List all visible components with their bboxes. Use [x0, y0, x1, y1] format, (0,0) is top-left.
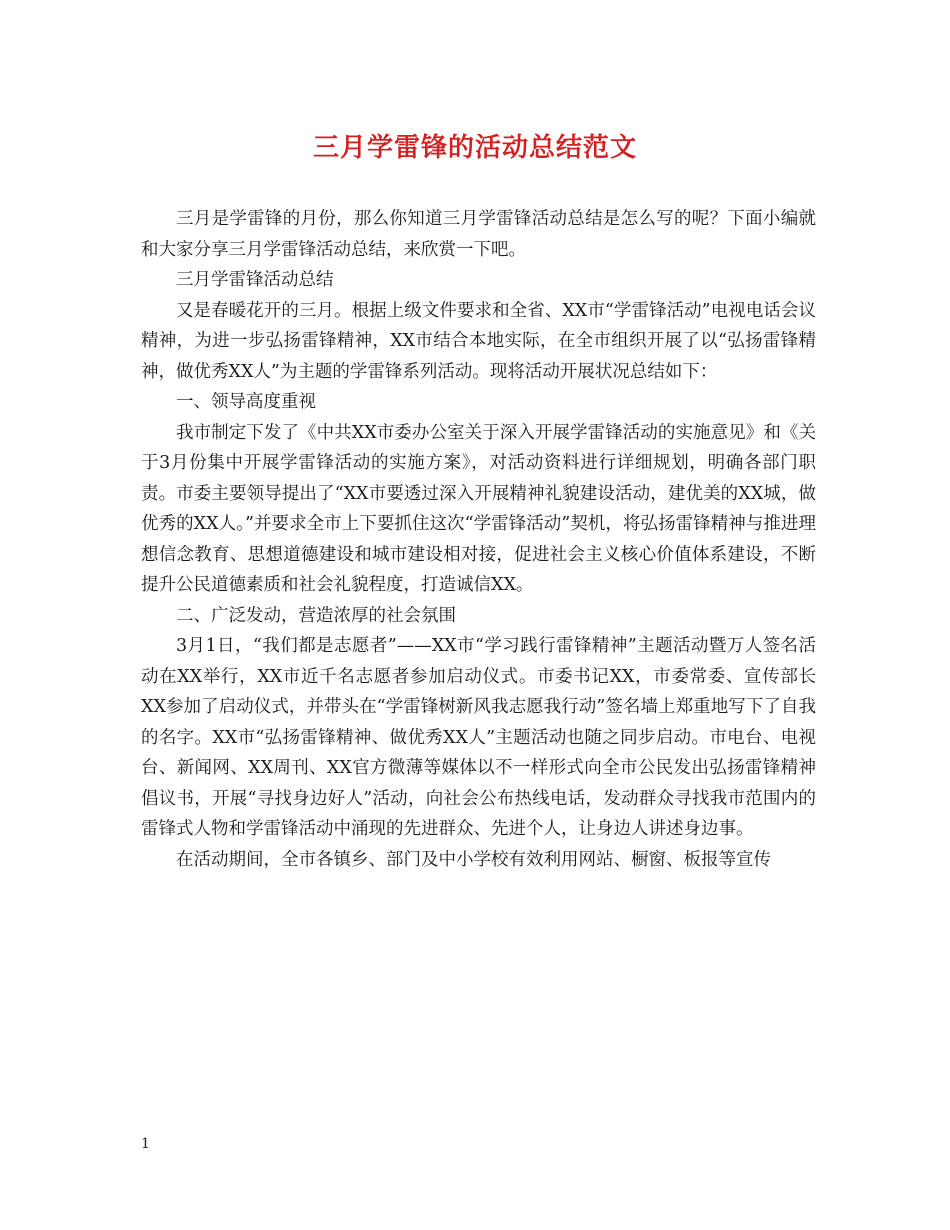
paragraph-section-2-continued: 在活动期间，全市各镇乡、部门及中小学校有效利用网站、橱窗、板报等宣传 — [176, 849, 771, 870]
paragraph-section-1: 我市制定下发了《中共XX市委办公室关于深入开展学雷锋活动的实施意见》和《关于3月份集中开展学雷锋活动的实施方案》，对活动资料进行详细规划，明确各部门职责。市委主要领导提出了“XX市要透过深入开展精神礼貌建设活动，建优美的XX城，做优秀的XX人。”并要求全市上下要抓住这次“学雷锋活动”契机，将弘扬雷锋精神与推进理想信念教育、思想道德建设和城市建设相对接，促进社会主义核心价值体系建设，不断提升公民道德素质和社会礼貌程度，打造诚信XX。 — [141, 422, 816, 595]
paragraph-section-2: 3月1日，“我们都是志愿者”——XX市“学习践行雷锋精神”主题活动暨万人签名活动在XX举行，XX市近千名志愿者参加启动仪式。市委书记XX，市委常委、宣传部长XX参加了启动仪式，并带头在“学雷锋树新风我志愿我行动”签名墙上郑重地写下了自我的名字。XX市“弘扬雷锋精神、做优秀XX人”主题活动也随之同步启动。市电台、电视台、新闻网、XX周刊、XX官方微薄等媒体以不一样形式向全市公民发出弘扬雷锋精神倡议书，开展“寻找身边好人”活动，向社会公布热线电话，发动群众寻找我市范围内的雷锋式人物和学雷锋活动中涌现的先进群众、先进个人，让身边人讲述身边事。 — [141, 636, 816, 839]
page-number: 1 — [141, 1136, 150, 1152]
section-heading-1: 一、领导高度重视 — [176, 392, 316, 412]
paragraph-intro: 三月是学雷锋的月份，那么你知道三月学雷锋活动总结是怎么写的呢？下面小编就和大家分享三月学雷锋活动总结，来欣赏一下吧。 — [141, 209, 816, 260]
paragraph-subtitle: 三月学雷锋活动总结 — [176, 270, 334, 290]
document-body — [141, 204, 816, 875]
document-title: 三月学雷锋的活动总结范文 — [312, 133, 637, 163]
section-heading-2: 二、广泛发动，营造浓厚的社会氛围 — [176, 605, 456, 626]
paragraph-overview: 又是春暖花开的三月。根据上级文件要求和全省、XX市“学雷锋活动”电视电话会议精神，为进一步弘扬雷锋精神，XX市结合本地实际，在全市组织开展了以“弘扬雷锋精神，做优秀XX人”为主题的学雷锋系列活动。现将活动开展状况总结如下： — [141, 300, 816, 382]
